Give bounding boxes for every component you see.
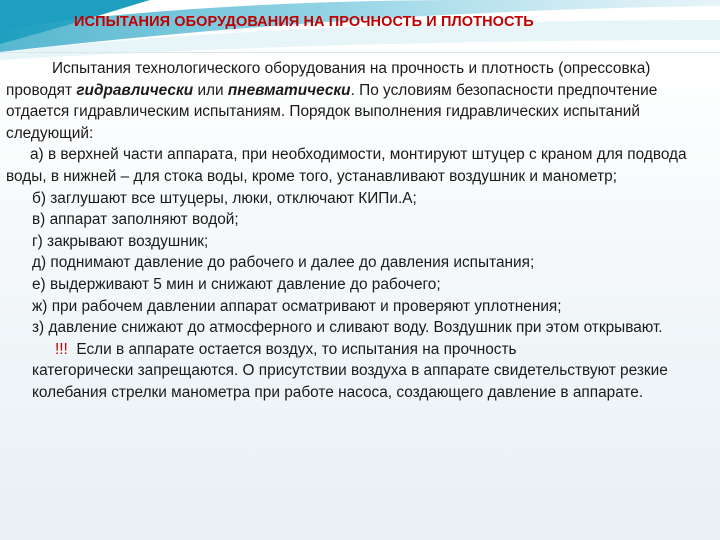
step-item-b: б) заглушают все штуцеры, люки, отключают КИПи.А; <box>32 189 417 207</box>
warning-mark: !!! <box>55 340 68 358</box>
step-item-f: е) выдерживают 5 мин и снижают давление до рабочего; <box>32 275 441 293</box>
intro-emphasis-hydraulic: гидравлически <box>76 81 194 99</box>
step-item-h: з) давление снижают до атмосферного и сливают воду. Воздушник при этом открывают. <box>32 319 663 337</box>
intro-text-1: Испытания технологического оборудования на прочность и плотность (опрессовка) проводят <box>6 60 651 99</box>
intro-text-3: . По условиям безопасности предпочтение отдается гидравлическим испытаниям. Порядок выполнения гидравлических испытаний следующий: <box>6 81 658 142</box>
warning-text-2: категорически запрещаются. О присутствии воздуха в аппарате свидетельствуют резкие колебания стрелки манометра при работе насоса, создающего давление в аппарате. <box>32 362 668 401</box>
step-item-g: ж) при рабочем давлении аппарат осматривают и проверяют уплотнения; <box>32 297 562 315</box>
step-item-e: д) поднимают давление до рабочего и далее до давления испытания; <box>32 254 535 272</box>
step-item-a: а) в верхней части аппарата, при необходимости, монтируют штуцер с краном для подвода воды, в нижней – для стока воды, кроме того, устанавливают воздушник и манометр; <box>6 146 687 185</box>
warning-first-line <box>6 339 712 361</box>
warning-text-1: Если в аппарате остается воздух, то испытания на прочность <box>67 340 517 358</box>
slide-title: ИСПЫТАНИЯ ОБОРУДОВАНИЯ НА ПРОЧНОСТЬ И ПЛОТНОСТЬ <box>74 14 534 30</box>
intro-text-2: или <box>193 81 228 99</box>
intro-emphasis-pneumatic: пневматически <box>227 81 351 99</box>
header-divider <box>0 52 720 53</box>
slide-body <box>6 58 712 404</box>
step-item-c: в) аппарат заполняют водой; <box>32 211 239 229</box>
intro-paragraph <box>6 58 712 144</box>
step-item-d: г) закрывают воздушник; <box>32 232 209 250</box>
warning-paragraph <box>6 339 712 404</box>
